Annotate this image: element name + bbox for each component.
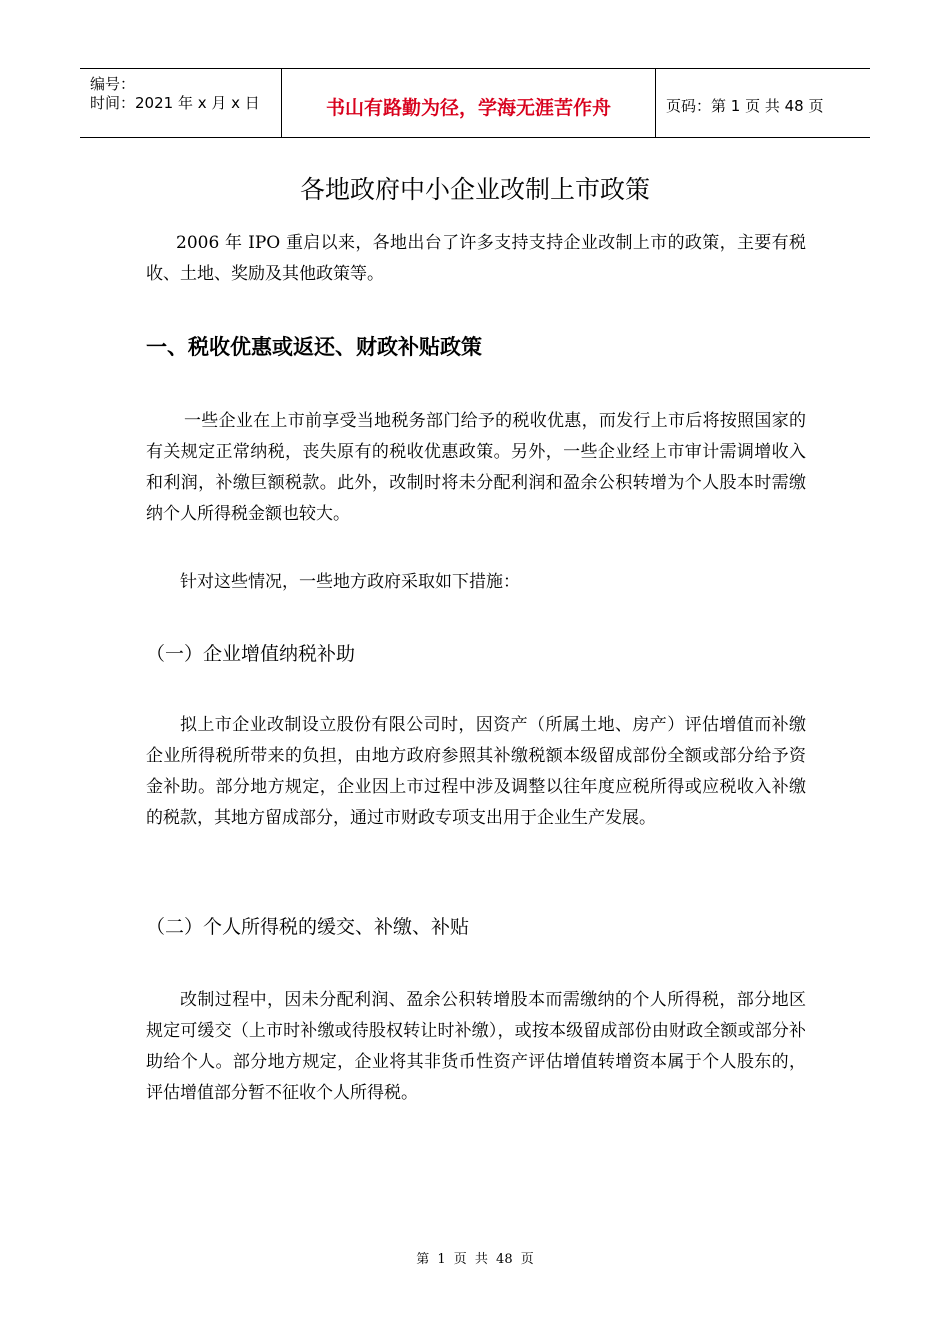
section-heading-1: 一、税收优惠或返还、财政补贴政策 [146, 335, 482, 359]
document-date-label: 时间：2021 年 x 月 x 日 [90, 94, 260, 112]
subsection-heading-2: （二）个人所得税的缓交、补缴、补贴 [146, 916, 470, 938]
document-number-label: 编号： [90, 75, 136, 93]
subsection-heading-1: （一）企业增值纳税补助 [146, 643, 356, 665]
page-footer: 第 1 页 共 48 页 [416, 1252, 534, 1267]
intro-paragraph: 2006 年 IPO 重启以来，各地出台了许多支持支持企业改制上市的政策，主要有税收、土地、奖励及其他政策等。 [146, 233, 806, 284]
document-title: 各地政府中小企业改制上市政策 [299, 175, 650, 204]
page-header [80, 68, 870, 138]
header-motto-cell [282, 69, 656, 137]
subsection1-paragraph: 拟上市企业改制设立股份有限公司时，因资产（所属土地、房产）评估增值而补缴企业所得税所带来的负担，由地方政府参照其补缴税额本级留成部份全额或部分给予资金补助。部分地方规定，企业因上市过程中涉及调整以往年度应税所得或应税收入补缴的税款，其地方留成部分，通过市财政专项支出用于企业生产发展。 [146, 715, 806, 828]
header-page-cell [656, 69, 870, 137]
header-info-cell [80, 69, 282, 137]
section1-paragraph-2: 针对这些情况，一些地方政府采取如下措施： [180, 572, 520, 592]
subsection2-paragraph: 改制过程中，因未分配利润、盈余公积转增股本而需缴纳的个人所得税，部分地区规定可缓交（上市时补缴或待股权转让时补缴），或按本级留成部份由财政全额或部分补助给个人。部分地方规定，企业将其非货币性资产评估增值转增资本属于个人股东的，评估增值部分暂不征收个人所得税。 [146, 990, 806, 1103]
header-page-code: 页码：第 1 页 共 48 页 [666, 97, 824, 115]
header-motto: 书山有路勤为径，学海无涯苦作舟 [325, 97, 611, 119]
section1-paragraph-1: 一些企业在上市前享受当地税务部门给予的税收优惠，而发行上市后将按照国家的有关规定正常纳税，丧失原有的税收优惠政策。另外，一些企业经上市审计需调增收入和利润，补缴巨额税款。此外，改制时将未分配利润和盈余公积转增为个人股本时需缴纳个人所得税金额也较大。 [146, 411, 806, 524]
